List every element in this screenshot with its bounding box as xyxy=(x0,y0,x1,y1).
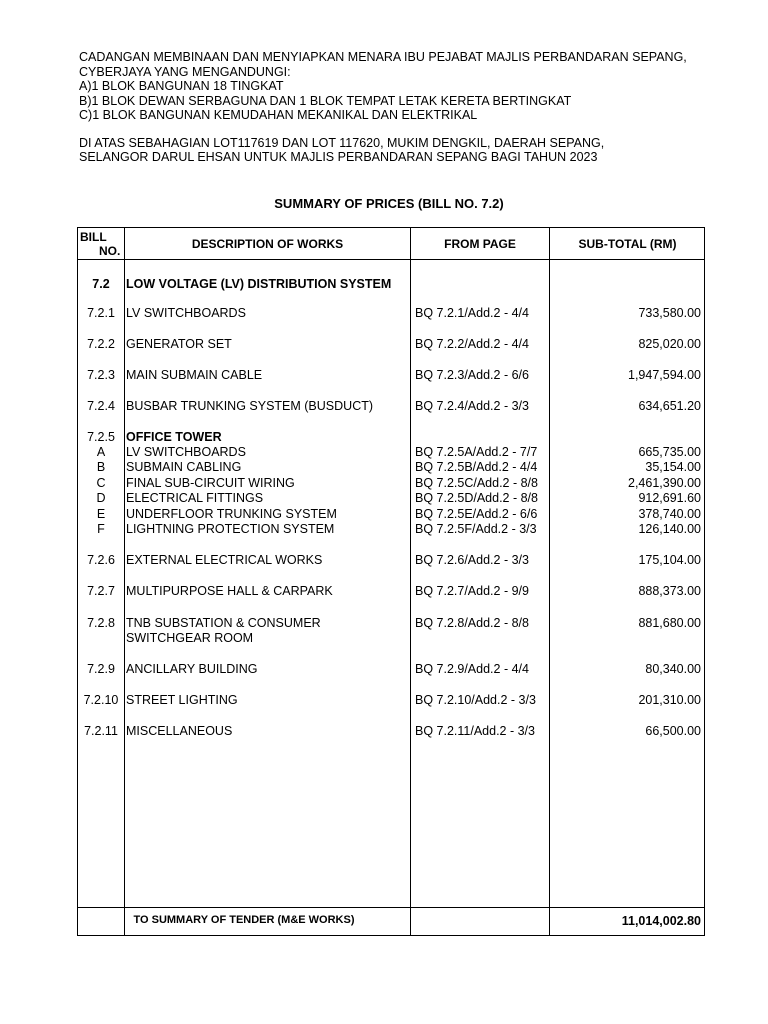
row-description: MULTIPURPOSE HALL & CARPARK xyxy=(126,584,333,598)
row-subtotal: 66,500.00 xyxy=(645,724,701,738)
column-divider xyxy=(410,228,411,935)
row-subtotal: 733,580.00 xyxy=(638,306,701,320)
row-subtotal: 378,740.00 xyxy=(638,507,701,521)
row-bill-no: 7.2.3 xyxy=(87,368,115,382)
header-description: DESCRIPTION OF WORKS xyxy=(191,237,344,251)
row-from-page: BQ 7.2.1/Add.2 - 4/4 xyxy=(415,306,529,320)
summary-table xyxy=(77,227,705,936)
row-from-page: BQ 7.2.9/Add.2 - 4/4 xyxy=(415,662,529,676)
header-line: DI ATAS SEBAHAGIAN LOT117619 DAN LOT 117620, MUKIM DENGKIL, DAERAH SEPANG, xyxy=(79,135,605,150)
row-bill-no: A xyxy=(96,445,106,459)
row-subtotal: 35,154.00 xyxy=(645,460,701,474)
page-title: SUMMARY OF PRICES (BILL NO. 7.2) xyxy=(274,196,504,211)
footer-label: TO SUMMARY OF TENDER (M&E WORKS) xyxy=(133,914,355,926)
header-line: CYBERJAYA YANG MENGANDUNGI: xyxy=(79,64,291,79)
row-description: TNB SUBSTATION & CONSUMER xyxy=(126,616,321,630)
row-from-page: BQ 7.2.4/Add.2 - 3/3 xyxy=(415,399,529,413)
row-subtotal: 175,104.00 xyxy=(638,553,701,567)
row-bill-no: 7.2.6 xyxy=(87,553,115,567)
row-bill-no: 7.2.9 xyxy=(87,662,115,676)
document-header xyxy=(79,50,687,165)
row-from-page: BQ 7.2.7/Add.2 - 9/9 xyxy=(415,584,529,598)
row-subtotal: 912,691.60 xyxy=(638,491,701,505)
row-subtotal: 80,340.00 xyxy=(645,662,701,676)
footer-divider xyxy=(78,907,704,908)
row-description: FINAL SUB-CIRCUIT WIRING xyxy=(126,476,295,490)
header-line: C)1 BLOK BANGUNAN KEMUDAHAN MEKANIKAL DAN ELEKTRIKAL xyxy=(79,108,478,122)
row-description: LV SWITCHBOARDS xyxy=(126,445,246,459)
row-description: MISCELLANEOUS xyxy=(126,724,233,738)
row-bill-no: D xyxy=(96,491,106,505)
row-bill-no: 7.2.11 xyxy=(84,724,118,738)
row-bill-no: 7.2.4 xyxy=(87,399,115,413)
row-from-page: BQ 7.2.11/Add.2 - 3/3 xyxy=(415,724,535,738)
row-description: STREET LIGHTING xyxy=(126,693,238,707)
row-description: SUBMAIN CABLING xyxy=(126,460,242,474)
row-description: BUSBAR TRUNKING SYSTEM (BUSDUCT) xyxy=(126,399,374,413)
row-bill-no: F xyxy=(97,522,105,536)
row-description: LOW VOLTAGE (LV) DISTRIBUTION SYSTEM xyxy=(126,277,392,291)
row-subtotal: 634,651.20 xyxy=(638,399,701,413)
header-line: CADANGAN MEMBINAAN DAN MENYIAPKAN MENARA IBU PEJABAT MAJLIS PERBANDARAN SEPANG, xyxy=(79,50,687,64)
row-from-page: BQ 7.2.8/Add.2 - 8/8 xyxy=(415,616,529,630)
header-subtotal: SUB-TOTAL (RM) xyxy=(578,237,677,251)
header-bill-line2: NO. xyxy=(99,244,121,258)
header-divider xyxy=(78,259,704,260)
row-from-page: BQ 7.2.5C/Add.2 - 8/8 xyxy=(415,476,538,490)
row-description: ELECTRICAL FITTINGS xyxy=(126,491,264,505)
row-description: LIGHTNING PROTECTION SYSTEM xyxy=(126,522,335,536)
row-bill-no: B xyxy=(96,460,106,474)
header-line: B)1 BLOK DEWAN SERBAGUNA DAN 1 BLOK TEMPAT LETAK KERETA BERTINGKAT xyxy=(79,93,572,108)
header-spacer xyxy=(79,123,687,136)
row-description-cont: SWITCHGEAR ROOM xyxy=(126,631,254,646)
row-description: OFFICE TOWER xyxy=(126,430,222,444)
row-from-page: BQ 7.2.2/Add.2 - 4/4 xyxy=(415,337,529,351)
row-bill-no: 7.2.1 xyxy=(87,306,115,320)
row-subtotal: 2,461,390.00 xyxy=(628,476,701,490)
row-bill-no: 7.2.5 xyxy=(87,430,115,444)
row-subtotal: 825,020.00 xyxy=(638,337,701,351)
header-from-page: FROM PAGE xyxy=(444,237,516,251)
row-from-page: BQ 7.2.5A/Add.2 - 7/7 xyxy=(415,445,538,459)
row-subtotal: 881,680.00 xyxy=(638,616,701,630)
row-from-page: BQ 7.2.5D/Add.2 - 8/8 xyxy=(415,491,538,505)
row-subtotal: 201,310.00 xyxy=(638,693,701,707)
row-from-page: BQ 7.2.10/Add.2 - 3/3 xyxy=(415,693,536,707)
row-description: EXTERNAL ELECTRICAL WORKS xyxy=(126,553,323,567)
row-from-page: BQ 7.2.5E/Add.2 - 6/6 xyxy=(415,507,538,521)
header-bill-line1: BILL xyxy=(80,230,107,244)
column-divider xyxy=(124,228,125,935)
row-subtotal: 665,735.00 xyxy=(638,445,701,459)
footer-total: 11,014,002.80 xyxy=(621,914,701,928)
row-bill-no: 7.2.7 xyxy=(87,584,115,598)
row-bill-no: E xyxy=(96,507,106,521)
row-from-page: BQ 7.2.3/Add.2 - 6/6 xyxy=(415,368,529,382)
row-description: LV SWITCHBOARDS xyxy=(126,306,246,320)
header-bill-no xyxy=(78,230,126,258)
row-description: UNDERFLOOR TRUNKING SYSTEM xyxy=(126,507,337,521)
row-bill-no: 7.2.8 xyxy=(87,616,115,630)
row-from-page: BQ 7.2.6/Add.2 - 3/3 xyxy=(415,553,529,567)
row-description: ANCILLARY BUILDING xyxy=(126,662,258,676)
row-subtotal: 888,373.00 xyxy=(638,584,701,598)
row-bill-no: C xyxy=(96,476,106,490)
column-divider xyxy=(549,228,550,935)
row-description: MAIN SUBMAIN CABLE xyxy=(126,368,263,382)
row-bill-no: 7.2 xyxy=(92,277,110,291)
row-subtotal: 126,140.00 xyxy=(638,522,701,536)
row-from-page: BQ 7.2.5F/Add.2 - 3/3 xyxy=(415,522,537,536)
row-bill-no: 7.2.10 xyxy=(83,693,119,707)
header-line: A)1 BLOK BANGUNAN 18 TINGKAT xyxy=(79,79,284,93)
header-line: SELANGOR DARUL EHSAN UNTUK MAJLIS PERBANDARAN SEPANG BAGI TAHUN 2023 xyxy=(79,150,598,164)
row-bill-no: 7.2.2 xyxy=(87,337,115,351)
row-from-page: BQ 7.2.5B/Add.2 - 4/4 xyxy=(415,460,538,474)
row-subtotal: 1,947,594.00 xyxy=(628,368,701,382)
row-description: GENERATOR SET xyxy=(126,337,232,351)
